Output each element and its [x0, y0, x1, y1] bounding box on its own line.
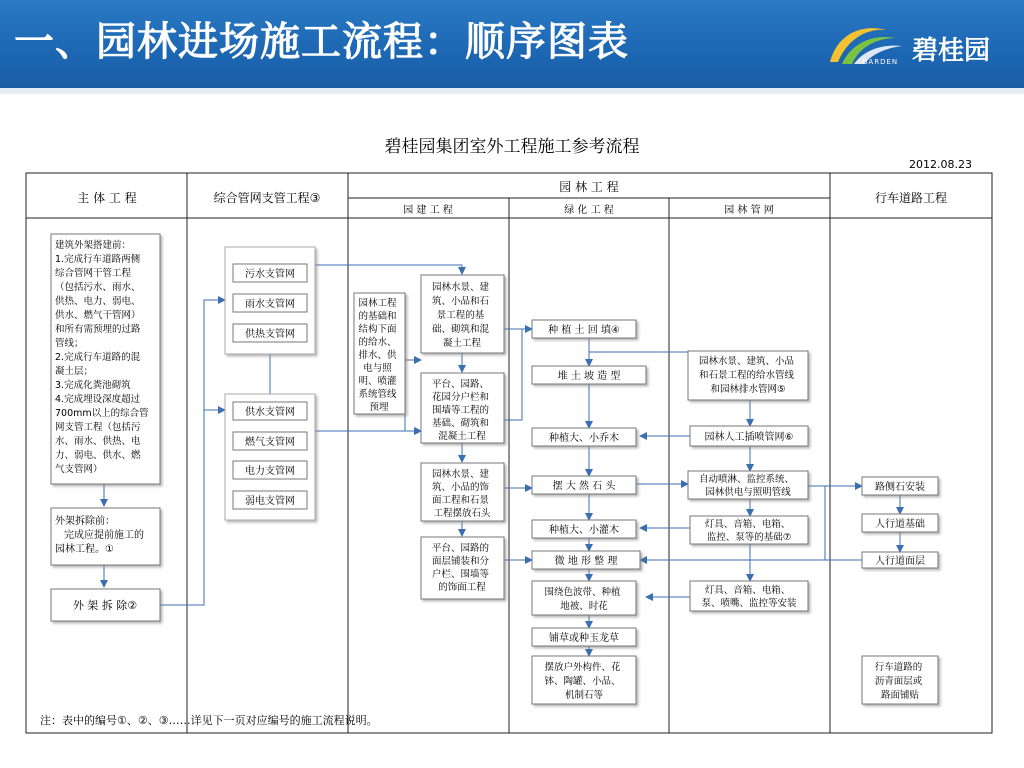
green-box-2 — [532, 366, 646, 384]
green-box-1 — [532, 320, 636, 338]
col-header-garden-green: 绿 化 工 程 — [564, 205, 614, 216]
build-box-4 — [421, 537, 504, 599]
header-bar — [0, 0, 1024, 92]
pipe-group-1 — [225, 247, 315, 354]
road-box-3 — [862, 552, 938, 568]
green-box-8 — [532, 628, 636, 646]
col-header-garden: 园 林 工 程 — [559, 180, 619, 194]
svg-text:围绕色波带、种植 地被、时花: 围绕色波带、种植 地被、时花 — [544, 587, 621, 612]
svg-text:人行道基础: 人行道基础 — [875, 519, 925, 530]
pipe-group-2 — [225, 394, 315, 520]
gpipe-box-2 — [690, 426, 808, 446]
doc-title: 碧桂园集团室外工程施工参考流程 — [384, 137, 640, 157]
main-box-3 — [51, 589, 160, 621]
svg-text:平台、园路的 面层铺装和分 户栏、围: 平台、园路的 面层铺装和分 户栏、围墙等 的饰面工程 — [431, 543, 489, 593]
build-box-3 — [421, 463, 504, 521]
flowchart — [0, 100, 1024, 760]
gpipe-box-4 — [690, 516, 808, 544]
green-box-3 — [532, 428, 636, 446]
svg-text:供热支管网: 供热支管网 — [245, 329, 295, 340]
svg-text:人行道面层: 人行道面层 — [875, 556, 925, 567]
svg-text:供水支管网: 供水支管网 — [245, 407, 295, 418]
main-box-2-text: 外架拆除前： 完成应提前施工的 园林工程。① — [55, 516, 144, 555]
logo-english-text: GARDEN — [862, 58, 899, 66]
col-header-garden-build: 园 建 工 程 — [403, 205, 453, 216]
green-box-4 — [532, 476, 636, 494]
svg-text:堆 土 坡 造 型: 堆 土 坡 造 型 — [557, 371, 621, 382]
svg-text:铺草或种玉龙草: 铺草或种玉龙草 — [549, 633, 619, 644]
gpipe-box-5 — [690, 581, 808, 611]
gpipe-box-3 — [688, 471, 808, 499]
road-box-4 — [862, 656, 938, 704]
road-box-1 — [862, 477, 938, 495]
doc-date: 2012.08.23 — [909, 158, 972, 171]
svg-text:灯具、音箱、电箱、 泵、喷嘴、监控等安装: 灯具、音箱、电箱、 泵、喷嘴、监控等安装 — [701, 585, 797, 609]
svg-text:摆 大 然 石 头: 摆 大 然 石 头 — [552, 481, 616, 492]
svg-text:平台、园路、 花园分户栏和 围墙等工: 平台、园路、 花园分户栏和 围墙等工程的 基础、砌筑和 混凝土工程 — [431, 379, 489, 442]
svg-text:灯具、音箱、电箱、 监控、泵等的基础⑦: 灯具、音箱、电箱、 监控、泵等的基础⑦ — [704, 519, 792, 543]
svg-text:污水支管网: 污水支管网 — [245, 269, 295, 280]
main-box-1-text: 建筑外架搭建前： 1.完成行车道路两侧 综合管网干管工程 （包括污水、雨水、 供热、电力、弱电、 供水、燃气干管网） 和所有需预埋的过路 管线； 2.完成行车道路的混 凝土层； 3.完成化粪池砌筑 4.完成埋设深度超过 700mm以上的综合管 网支管工程（包括污 水、雨水、供热、电 力、弱电、供水、燃 气支管网） — [55, 240, 149, 475]
main-box-3-text: 外 架 拆 除② — [72, 599, 138, 612]
svg-text:弱电支管网: 弱电支管网 — [245, 496, 295, 507]
header-underline — [0, 88, 1024, 94]
green-box-6 — [532, 551, 640, 569]
svg-text:园林水景、建 筑、小品和石 景工程的: 园林水景、建 筑、小品和石 景工程的基 础、砌筑和混 凝土工程 — [431, 282, 489, 349]
main-box-2 — [51, 508, 160, 565]
green-box-7 — [532, 581, 636, 615]
svg-text:燃气支管网: 燃气支管网 — [245, 437, 295, 448]
svg-text:摆放户外构件、花 钵、陶罐、小品、: 摆放户外构件、花 钵、陶罐、小品、 机制石等 — [544, 662, 621, 701]
col-header-road: 行车道路工程 — [874, 191, 948, 205]
footnote: 注：表中的编号①、②、③……详见下一页对应编号的施工流程说明。 — [40, 714, 378, 727]
col-header-pipe: 综合管网支管工程③ — [213, 191, 321, 205]
svg-text:园林人工插喷管网⑥: 园林人工插喷管网⑥ — [704, 432, 794, 443]
main-box-1 — [51, 234, 160, 484]
svg-text:电力支管网: 电力支管网 — [245, 466, 295, 477]
gpipe-box-1 — [688, 351, 808, 400]
build-box-1 — [421, 275, 504, 353]
svg-text:种 植 土 回 填④: 种 植 土 回 填④ — [548, 325, 620, 336]
svg-text:种植大、小灌木: 种植大、小灌木 — [549, 525, 619, 536]
road-box-2 — [862, 514, 938, 532]
col-header-garden-pipe: 园 林 管 网 — [724, 205, 774, 216]
svg-text:园林水景、建筑、小品 和石景工程的给水管线: 园林水景、建筑、小品 和石景工程的给水管线 和园林排水管网⑤ — [698, 356, 794, 395]
svg-text:微 地 形 整 理: 微 地 形 整 理 — [554, 556, 618, 567]
svg-text:路侧石安装: 路侧石安装 — [875, 482, 925, 493]
svg-text:园林水景、建 筑、小品的饰 面工程和: 园林水景、建 筑、小品的饰 面工程和石景 工程摆放石头 — [431, 469, 491, 519]
svg-text:行车道路的 沥青面层或 路面铺贴: 行车道路的 沥青面层或 路面铺贴 — [874, 662, 923, 701]
page-title: 一、园林进场施工流程：顺序图表 — [14, 19, 629, 65]
svg-text:雨水支管网: 雨水支管网 — [245, 299, 295, 310]
col-header-main: 主 体 工 程 — [77, 191, 137, 205]
svg-text:自动喷淋、监控系统、 园林供电与照明管线: 自动喷淋、监控系统、 园林供电与照明管线 — [698, 474, 794, 498]
green-box-9 — [532, 656, 636, 704]
svg-text:园林工程 的基础和 结构下面: 园林工程 的基础和 结构下面 的给水、 排水、供 电与照 明、喷灌 系统管线 预埋 — [358, 298, 397, 413]
svg-text:种植大、小乔木: 种植大、小乔木 — [549, 433, 619, 444]
brand-name: 碧桂园 — [912, 36, 991, 66]
green-box-5 — [532, 520, 636, 538]
build-box-2 — [421, 373, 504, 443]
build-left-box — [354, 293, 405, 414]
